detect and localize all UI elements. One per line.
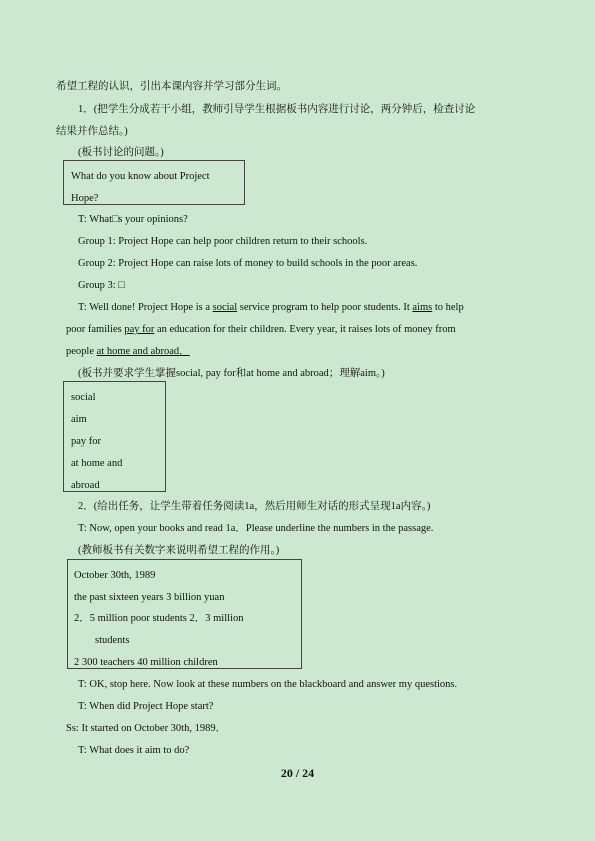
text-segment: an education for their children. Every year, it raises lots of money from [154,324,456,335]
line-board-note2: (板书并要求学生掌握social, pay for和at home and abroad；理解aim。) [78,368,385,379]
line-teacher-welldone-cont2 [66,345,200,359]
vocab-social: social [71,392,96,403]
board-box-numbers [67,559,302,669]
line-group3: Group 3: □ [78,280,125,291]
board-box-question [63,160,245,205]
line-teacher-opinions: T: What□s your opinions? [78,214,188,225]
numbers-row2: the past sixteen years 3 billion yuan [74,592,225,603]
line-teacher-openbooks: T: Now, open your books and read 1a．Please underline the numbers in the passage. [78,523,434,534]
text-segment: people [66,346,97,357]
line-teacher-welldone [78,301,464,315]
line-board-note1: (板书讨论的问题。) [78,147,164,158]
line-step2: 2．(给出任务，让学生带着任务阅读1a，然后用师生对话的形式呈现1a内容。) [78,501,431,512]
underlined-phrase-athomeabroad: at home and abroad． [96,346,190,357]
numbers-row4: students [95,635,130,646]
line-step1: 1．(把学生分成若干小组，教师引导学生根据板书内容进行讨论，两分钟后，检查讨论 [78,104,476,115]
text-segment: T: Well done! Project Hope is a [78,302,213,313]
numbers-row3: 2．5 million poor students 2．3 million [74,613,244,624]
vocab-athomeand: at home and [71,458,123,469]
board-box-vocabulary [63,381,166,492]
vocab-aim: aim [71,414,87,425]
line-group1: Group 1: Project Hope can help poor children return to their schools. [78,236,368,247]
underlined-word-payfor: pay for [124,324,155,335]
text-segment: poor families [66,324,125,335]
text-segment: to help [432,302,464,313]
numbers-row1: October 30th, 1989 [74,570,156,581]
line-teacher-stophere: T: OK, stop here. Now look at these numbers on the blackboard and answer my questions. [78,679,458,690]
line-step1-cont: 结果并作总结。) [56,126,128,137]
underlined-word-social: social [212,302,238,313]
numbers-row5: 2 300 teachers 40 million children [74,657,218,668]
underlined-word-aims: aims [412,302,433,313]
line-teacher-welldone-cont1 [66,323,456,337]
line-teacher-aim: T: What does it aim to do? [78,745,190,756]
page-number: 20 / 24 [280,766,315,780]
box-question-row2: Hope? [71,193,99,204]
box-question-row1: What do you know about Project [71,171,210,182]
line-group2: Group 2: Project Hope can raise lots of money to build schools in the poor areas. [78,258,418,269]
vocab-payfor: pay for [71,436,102,447]
line-intro: 希望工程的认识，引出本课内容并学习部分生词。 [56,81,287,92]
line-teacher-question: T: When did Project Hope start? [78,701,214,712]
line-board-note3: (教师板书有关数字来说明希望工程的作用。) [78,545,280,556]
line-students-answer: Ss: It started on October 30th, 1989． [66,723,227,734]
vocab-abroad: abroad [71,480,100,491]
text-segment: service program to help poor students. It [237,302,413,313]
